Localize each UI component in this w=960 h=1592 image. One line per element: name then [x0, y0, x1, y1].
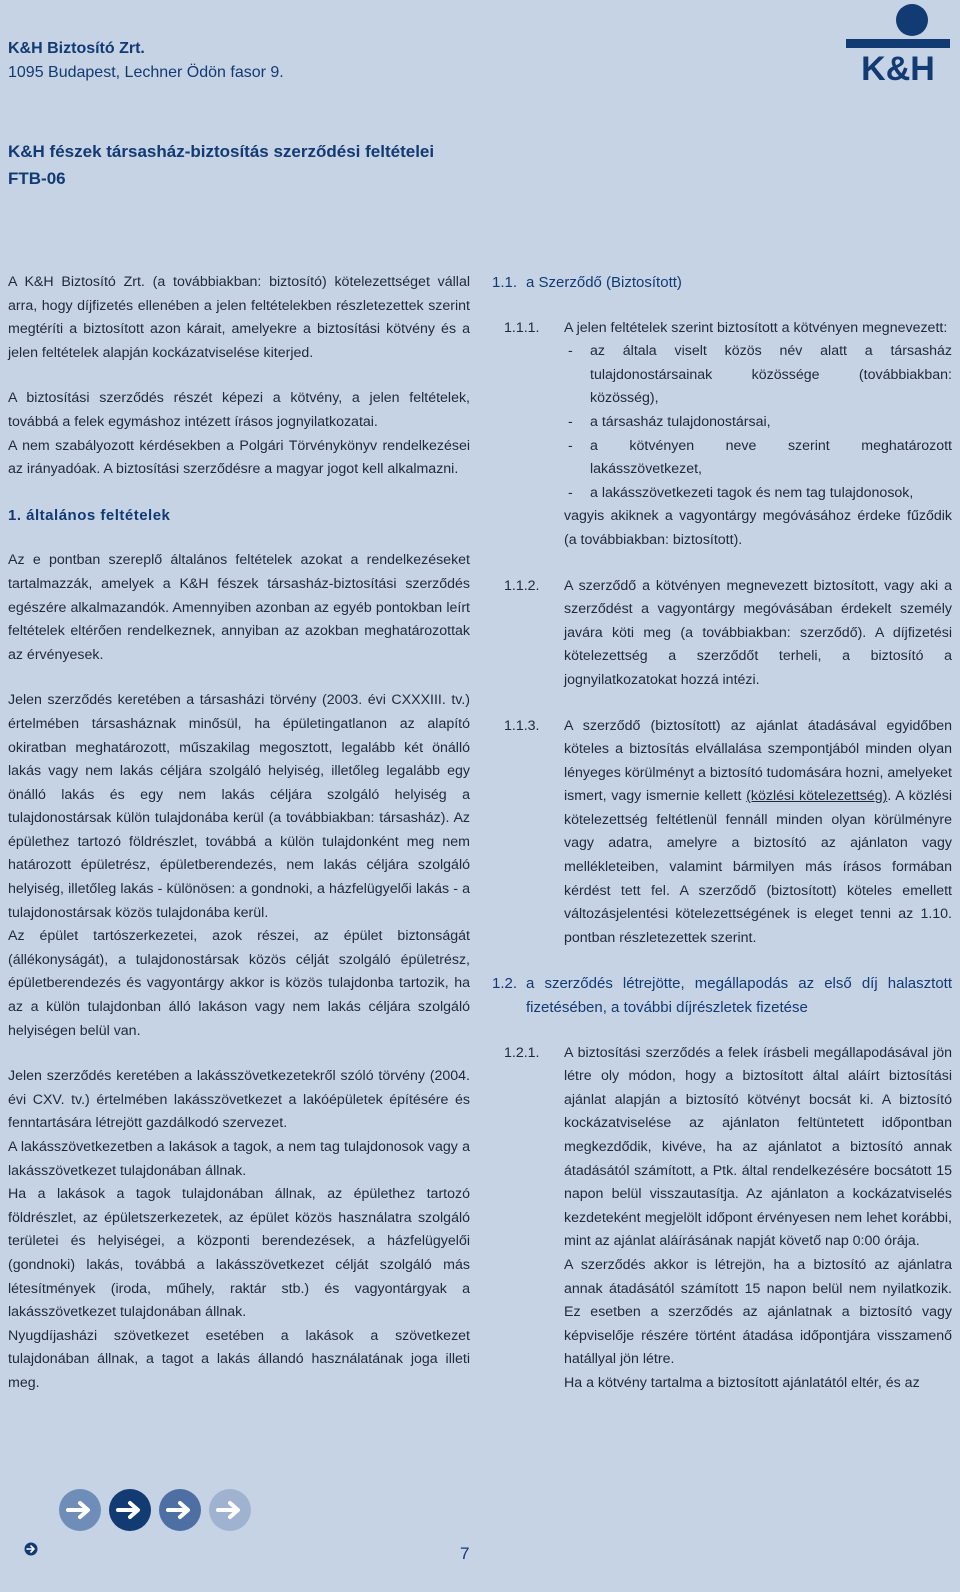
- clause-1-2-1: [492, 1042, 952, 1396]
- paragraph-pensioner-cooperative: Nyugdíjasházi szövetkezet esetében a lakások a szövetkezet tulajdonában állnak, a tagot a lakás állandó használatának joga illeti meg.: [8, 1327, 470, 1391]
- list-item: - a társasház tulajdonostársai,: [564, 411, 952, 435]
- intro-paragraph: A K&H Biztosító Zrt. (a továbbiakban: biztosító) kötelezettséget vállal arra, hogy díjfizetés ellenében a jelen feltételekben részletezettek szerint megtéríti a biztosított azon kárait, amelyekre a biztosítási kötvény és a jelen feltételek alapján kockázatviselése kiterjed.: [8, 274, 470, 361]
- clause-number: 1.1.3.: [504, 717, 540, 734]
- list-item: - a lakásszövetkezeti tagok és nem tag tulajdonosok,: [564, 482, 952, 506]
- logo-text: K&H: [861, 50, 935, 86]
- nav-arrow-icon[interactable]: [58, 1488, 102, 1532]
- clause-number: 1.2.1.: [504, 1044, 540, 1061]
- clause-1-1-1: [492, 317, 952, 553]
- clause-1-1-2: [492, 575, 952, 693]
- paragraph-housing-cooperative: Jelen szerződés keretében a lakásszövetkezetekről szóló törvény (2004. évi CXV. tv.) értelmében lakásszövetkezet a lakóépületek építésére és fenntartására létrejött gazdálkodó szervezet.: [8, 1068, 470, 1132]
- clause-text-part: A szerződő (biztosított) az ajánlat átadásával egyidőben köteles a biztosítás elvállalása szempontjából minden olyan lényeges körülményt a biztosító tudomására hozni, amelyeket ismert, vagy ismernie kellett: [564, 717, 952, 805]
- section-number: 1.1.: [492, 274, 518, 291]
- page-number: 7: [460, 1544, 470, 1563]
- clause-text: A szerződő a kötvényen megnevezett biztosított, vagy aki a szerződést a vagyontárgy megóvásában érdekelt személy javára köti meg (a továbbiakban: szerződő). A díjfizetési kötelezettség a szerződőt terheli, a biztosító a jognyilatkozatokat hozzá intézi.: [564, 577, 952, 688]
- paragraph-cooperative-ownership: A lakásszövetkezetben a lakások a tagok, a nem tag tulajdonosok vagy a lakásszövetkezet tulajdonában állnak.: [8, 1139, 470, 1179]
- section-title: a szerződés létrejötte, megállapodás az első díj halasztott fizetésében, a további díjrészletek fizetése: [526, 975, 952, 1017]
- clause-text: A szerződés akkor is létrejön, ha a biztosító az ajánlatra annak átadásától számított 15 napon belül nem nyilatkozik. Ez esetben a szerződés az ajánlatnak a biztosító vagy képviselője részére történt átadása időpontjára visszamenő hatállyal jön létre.: [564, 1256, 952, 1368]
- paragraph-contract-parts: A biztosítási szerződés részét képezi a kötvény, a jelen feltételek, továbbá a felek egymáshoz intézett írásos jognyilatkozatai.: [8, 390, 470, 430]
- list-item: - az általa viselt közös név alatt a társasház tulajdonostársainak közössége (továbbiakban: közösség),: [564, 340, 952, 411]
- clause-number: 1.1.2.: [504, 577, 540, 594]
- clause-1-1-3: [492, 715, 952, 951]
- disclosure-obligation-link[interactable]: (közlési kötelezettség): [746, 788, 888, 805]
- section-number: 1.2.: [492, 975, 518, 993]
- nav-arrow-icon[interactable]: [158, 1488, 202, 1532]
- small-arrow-icon: [24, 1542, 38, 1556]
- section-1-1-heading: [492, 271, 952, 295]
- document-title: K&H fészek társasház-biztosítás szerződési feltételei: [8, 142, 435, 161]
- paragraph-general-terms: Az e pontban szereplő általános feltételek azokat a rendelkezéseket tartalmazzák, amelyek a K&H fészek társasház-biztosítási szerződés egészére alkalmazandók. Amennyiben azonban az egyéb pontokban leírt feltételek eltérően rendelkeznek, annyiban az azokban meghatározottak az érvényesek.: [8, 552, 470, 663]
- paragraph-cooperative-property: Ha a lakások a tagok tulajdonában állnak, az épülethez tartozó földrészlet, az épületszerkezetek, az épület közös használatra szolgáló területei és helyiségei, a központi berendezések, a házfelügyelői (gondnoki) lakás, továbbá a lakásszövetkezet célját szolgáló más létesítmények (iroda, műhely, raktár stb.) és vagyontárgyak a lakásszövetkezet tulajdonában állnak.: [8, 1186, 470, 1321]
- clause-text: A biztosítási szerződés a felek írásbeli megállapodásával jön létre oly módon, hogy a biztosított által aláírt biztosítási ajánlat alapján a biztosító kötvényt bocsát ki. A biztosító kockázatviselése az ajánlaton feltüntetett időpontban megkezdődik, kivéve, ha az ajánlatot a biztosító annak átadásától számított, a Ptk. által rendelkezésére bocsátott 15 napon belül visszautasítja. Az ajánlaton a kockázatviselés kezdeteként megjelölt időpont érvényesen nem lehet korábbi, mint az ajánlat aláírásának napját követő nap 0:00 órája.: [564, 1044, 952, 1250]
- section-1-2-heading: [492, 972, 952, 1019]
- clause-tail: vagyis akiknek a vagyontárgy megóvásához érdeke fűződik (a továbbiakban: biztosított).: [564, 508, 952, 548]
- nav-arrow-icon[interactable]: [208, 1488, 252, 1532]
- section-title: a Szerződő (Biztosított): [526, 274, 682, 291]
- nav-arrow-icon[interactable]: [108, 1488, 152, 1532]
- paragraph-condominium-definition: Jelen szerződés keretében a társasházi törvény (2003. évi CXXXIII. tv.) értelmében társasháznak minősül, ha épületingatlanon az alapító okiratban meghatározott, műszakilag megosztott, legalább két önálló lakás vagy nem lakás céljára szolgáló helyiség, illetőleg legalább egy önálló lakás és egy nem lakás céljára szolgáló helyiség a tulajdonostársak külön tulajdonába kerül (a továbbiakban: társasház). Az épülethez tartozó földrészlet, továbbá a külön tulajdonként meg nem határozott épületrész, épületberendezés, nem lakás céljára szolgáló helyiség, illetőleg lakás - különösen: a gondnoki, a házfelügyelői lakás - a tulajdonostársak közös tulajdonába kerül.: [8, 692, 470, 921]
- company-name: K&H Biztosító Zrt.: [8, 40, 145, 57]
- clause-text-part: . A közlési kötelezettség feltétlenül fennáll minden olyan körülményre vagy adatra, amelyre a biztosító az ajánlaton vagy mellékleteiben, valamint bármilyen más írásos formában kérdést tett fel. A szerződő (biztosított) köteles emellett változásjelentési kötelezettségének is eleget tenni az 1.10. pontban részletezettek szerint.: [564, 788, 952, 946]
- clause-text: Ha a kötvény tartalma a biztosított ajánlatától eltér, és az: [564, 1374, 920, 1391]
- company-address: 1095 Budapest, Lechner Ödön fasor 9.: [8, 64, 284, 81]
- clause-number: 1.1.1.: [504, 319, 540, 336]
- document-code: FTB-06: [8, 169, 66, 188]
- right-column: [492, 271, 952, 1418]
- paragraph-governing-law: A nem szabályozott kérdésekben a Polgári Törvénykönyv rendelkezései az irányadóak. A biztosítási szerződésre a magyar jogot kell alkalmazni.: [8, 437, 470, 478]
- footer-navigation: [58, 1488, 268, 1558]
- clause-text: [564, 715, 952, 951]
- paragraph-common-property: Az épület tartószerkezetei, azok részei, az épület biztonságát (állékonyságát), a tulajdonostársak közös célját szolgáló épületrész, épületberendezés és vagyontárgy akkor is közös tulajdonba tartozik, ha az a külön tulajdonban álló lakáson vagy nem lakás céljára szolgáló helyiségen belül van.: [8, 928, 470, 1039]
- clause-text: A jelen feltételek szerint biztosított a kötvényen megnevezett:: [564, 319, 948, 336]
- list-item: - a kötvényen neve szerint meghatározott lakásszövetkezet,: [564, 435, 952, 482]
- kh-logo: [846, 0, 950, 86]
- left-column: [8, 271, 470, 1418]
- section-1-heading: 1. általános feltételek: [8, 506, 171, 524]
